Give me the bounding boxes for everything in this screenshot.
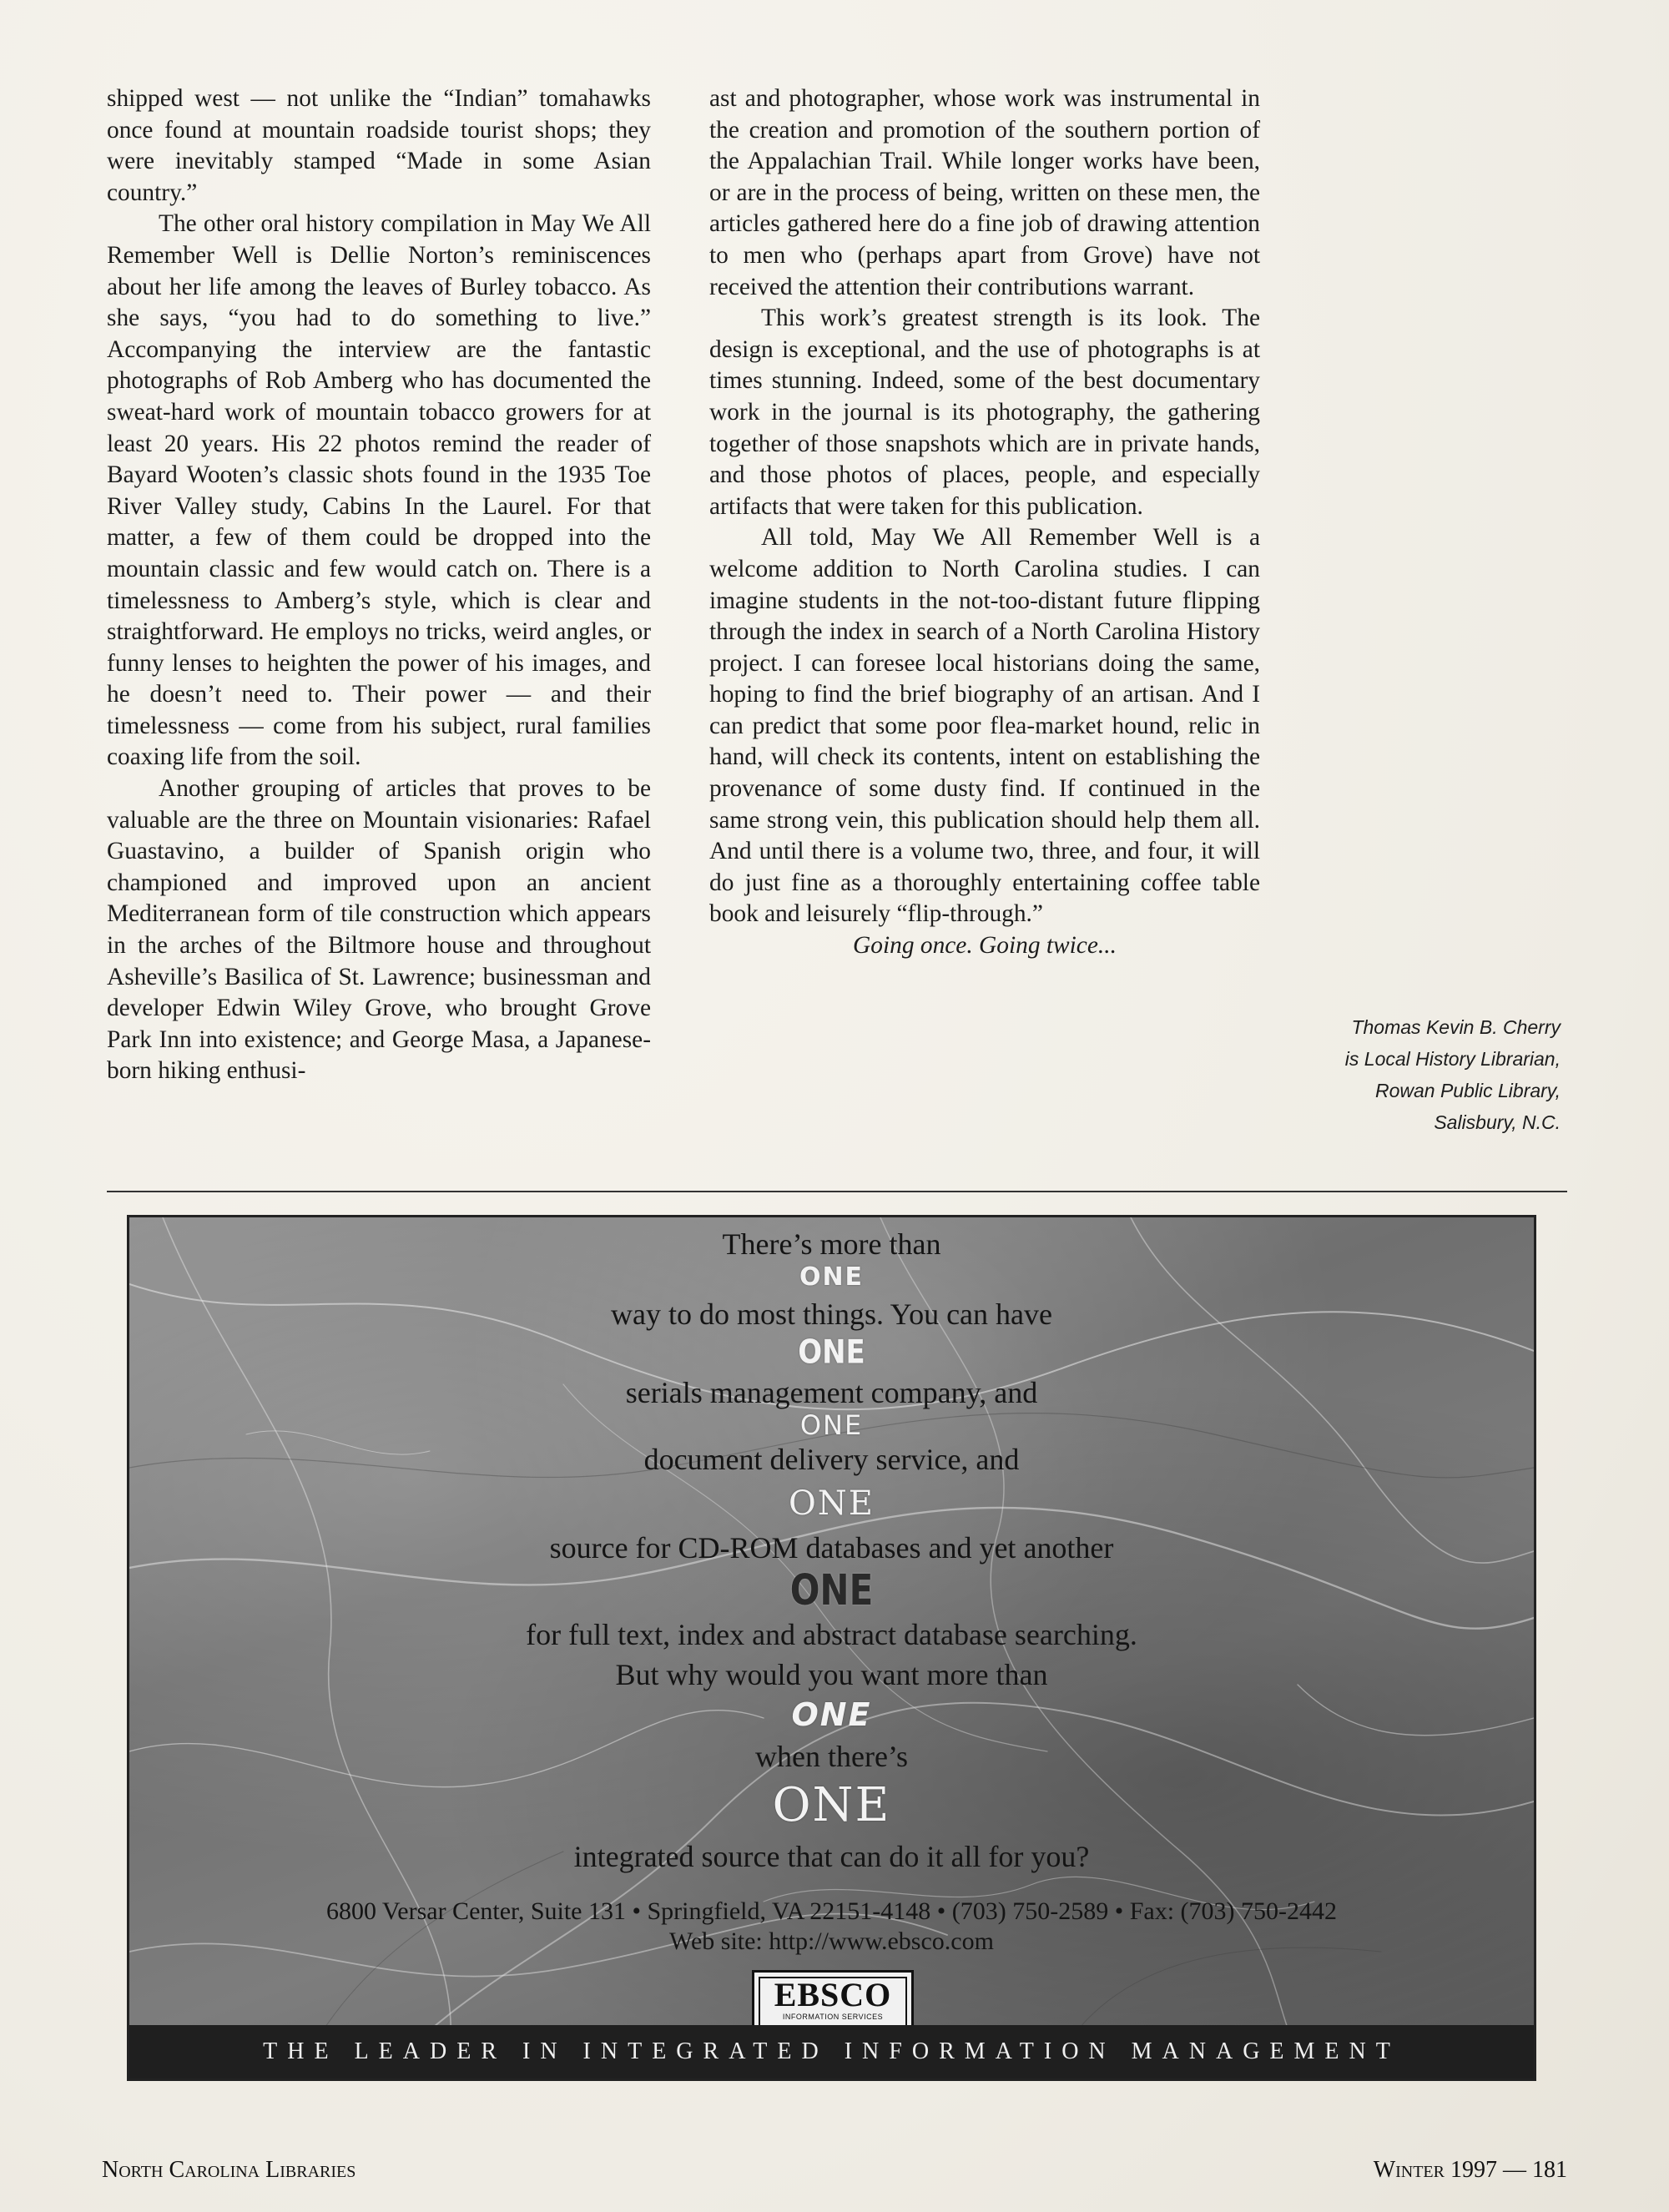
ad-line-8: when there’s — [755, 1740, 908, 1773]
ad-tagline-banner: THE LEADER IN INTEGRATED INFORMATION MANAGEMENT — [129, 2025, 1534, 2078]
one-word-7: ONE — [772, 1778, 891, 1832]
author-org: Rowan Public Library, — [1374, 1080, 1561, 1101]
one-word-6: ONE — [791, 1696, 872, 1733]
ad-line-6: for full text, index and abstract database searching. — [526, 1618, 1137, 1651]
ad-line-2: way to do most things. You can have — [611, 1297, 1052, 1331]
one-word-2: ONE — [798, 1333, 865, 1372]
issue-page-footer: Winter 1997 — 181 — [1373, 2157, 1567, 2183]
article-column-left — [107, 83, 651, 1087]
author-name: Thomas Kevin B. Cherry — [1351, 1016, 1561, 1038]
section-divider — [107, 1191, 1567, 1192]
journal-title-footer: North Carolina Libraries — [102, 2157, 356, 2183]
ebsco-logo-name: EBSCO — [774, 1976, 892, 2013]
ad-line-7: But why would you want more than — [615, 1658, 1048, 1691]
author-place: Salisbury, N.C. — [1434, 1111, 1561, 1133]
ebsco-logo — [752, 1970, 914, 2033]
signoff-line: Going once. Going twice... — [853, 932, 1117, 960]
author-title: is Local History Librarian, — [1344, 1048, 1561, 1070]
ebsco-advertisement — [127, 1215, 1536, 2081]
ad-website: Web site: http://www.ebsco.com — [669, 1927, 994, 1955]
paragraph: The other oral history compilation in May We All Remember Well is Dellie Norton’s reminiscences about her life among the leaves of Burley tobacco. As she says, “you had to do something to live.” Accompanying the interview are the fantastic photographs of Rob Amberg who has documented the sweat-hard work of mountain tobacco growers for at least 20 years. His 22 photos remind the reader of Bayard Wooten’s classic shots found in the 1935 Toe River Valley study, Cabins In the Laurel. For that matter, a few of them could be dropped into the mountain classic and few would catch on. There is a timelessness to Amberg’s style, which is clear and straightforward. He employs no tricks, weird angles, or funny lenses to heighten the power of his images, and he doesn’t need to. Their power — and their timelessness — come from his subject, rural families coaxing life from the soil. — [107, 210, 651, 771]
one-word-5: ONE — [789, 1565, 874, 1615]
one-word-4: ONE — [789, 1484, 875, 1523]
ad-line-4: document delivery service, and — [643, 1443, 1020, 1476]
ad-line-1: There’s more than — [722, 1227, 941, 1261]
paragraph: Another grouping of articles that proves to be valuable are the three on Mountain visionaries: Rafael Guastavino, a builder of Spanish origin who championed and improved upon an ancient Mediterranean form of tile construction which appears in the arches of the Biltmore house and throughout Asheville’s Basilica of St. Lawrence; businessman and developer Edwin Wiley Grove, who brought Grove Park Inn into existence; and George Masa, a Japanese-born hiking enthusi- — [107, 775, 651, 1085]
author-byline — [1243, 1011, 1561, 1138]
article-column-right — [709, 83, 1260, 962]
ad-address: 6800 Versar Center, Suite 131 • Springfield, VA 22151-4148 • (703) 750-2589 • Fax: (703) 750-2442 — [325, 1897, 1338, 1925]
ad-line-9: integrated source that can do it all for you? — [573, 1840, 1090, 1873]
ad-line-5: source for CD-ROM databases and yet another — [549, 1531, 1114, 1565]
ebsco-logo-subtitle: INFORMATION SERVICES — [782, 2013, 884, 2021]
ad-line-3: serials management company, and — [625, 1376, 1038, 1409]
paragraph: This work’s greatest strength is its look. The design is exceptional, and the use of photographs is at times stunning. Indeed, some of the best documentary work in the journal is its photography, the gathering together of those snapshots which are in private hands, and those photos of places, people, and especially artifacts that were taken for this publication. — [709, 305, 1260, 520]
one-word-3: ONE — [799, 1409, 864, 1441]
paragraph: shipped west — not unlike the “Indian” tomahawks once found at mountain roadside tourist shops; they were inevitably stamped “Made in some Asian country.” — [107, 85, 651, 206]
paragraph: ast and photographer, whose work was instrumental in the creation and promotion of the southern portion of the Appalachian Trail. While longer works have been, or are in the process of being, written on these men, the articles gathered here do a fine job of drawing attention to men who (perhaps apart from Grove) have not received the attention their contributions warrant. — [709, 85, 1260, 300]
ebsco-logo-frame — [759, 1977, 907, 2027]
one-word-1: ONE — [799, 1262, 865, 1292]
paragraph: All told, May We All Remember Well is a welcome addition to North Carolina studies. I can imagine students in the not-too-distant future flipping through the index in search of a North Carolina History project. I can foresee local historians doing the same, hoping to find the brief biography of an artisan. And I can predict that some poor flea-market hound, relic in hand, will check its contents, intent on establishing the provenance of some dusty find. If continued in the same strong vein, this publication should help them all. And until there is a volume two, three, and four, it will do just fine as a thoroughly entertaining coffee table book and leisurely “flip-through.” — [709, 524, 1260, 928]
